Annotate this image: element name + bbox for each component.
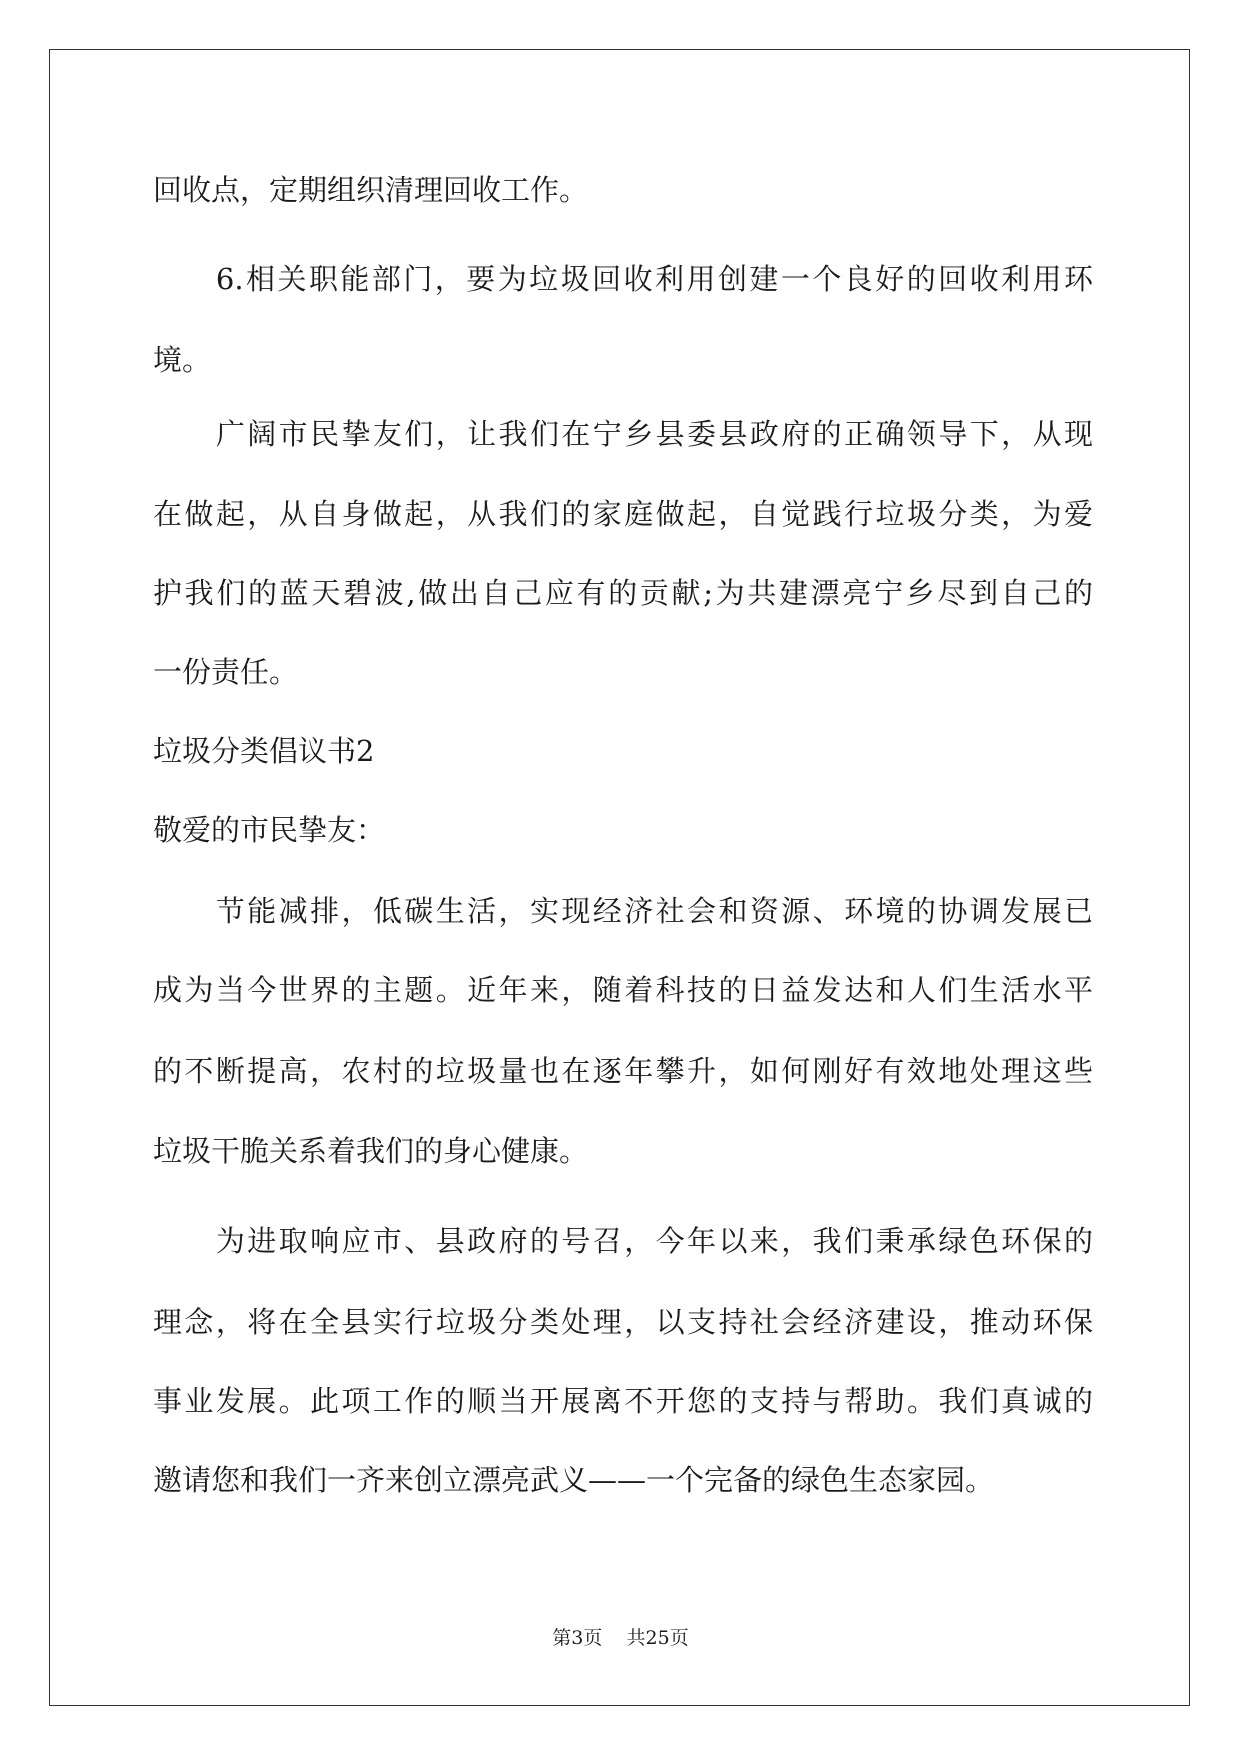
text-line-12: 的不断提高，农村的垃圾量也在逐年攀升，如何刚好有效地处理这些 xyxy=(153,1054,1093,1088)
text-line-5: 在做起，从自身做起，从我们的家庭做起，自觉践行垃圾分类，为爱 xyxy=(153,497,1093,531)
text-line-1: 回收点，定期组织清理回收工作。 xyxy=(153,173,589,207)
text-line-16: 事业发展。此项工作的顺当开展离不开您的支持与帮助。我们真诚的 xyxy=(153,1384,1093,1418)
section-heading: 垃圾分类倡议书2 xyxy=(153,734,375,768)
page-footer xyxy=(0,1626,1241,1650)
text-line-4: 广阔市民挚友们，让我们在宁乡县委县政府的正确领导下，从现 xyxy=(153,417,1093,451)
text-line-17: 邀请您和我们一齐来创立漂亮武义——一个完备的绿色生态家园。 xyxy=(153,1463,995,1497)
page-total: 共25页 xyxy=(626,1627,689,1649)
text-line-13: 垃圾干脆关系着我们的身心健康。 xyxy=(153,1134,589,1168)
text-line-2: 6.相关职能部门，要为垃圾回收利用创建一个良好的回收利用环 xyxy=(153,262,1093,296)
text-line-10: 节能减排，低碳生活，实现经济社会和资源、环境的协调发展已 xyxy=(153,894,1093,928)
text-line-6: 护我们的蓝天碧波,做出自己应有的贡献;为共建漂亮宁乡尽到自己的 xyxy=(153,576,1093,610)
page-number: 第3页 xyxy=(552,1627,603,1649)
text-line-7: 一份责任。 xyxy=(153,655,299,689)
text-line-11: 成为当今世界的主题。近年来，随着科技的日益发达和人们生活水平 xyxy=(153,973,1093,1007)
text-line-15: 理念，将在全县实行垃圾分类处理，以支持社会经济建设，推动环保 xyxy=(153,1305,1093,1339)
text-line-3: 境。 xyxy=(153,343,212,377)
text-line-14: 为进取响应市、县政府的号召，今年以来，我们秉承绿色环保的 xyxy=(153,1224,1093,1258)
salutation: 敬爱的市民挚友： xyxy=(153,813,386,847)
